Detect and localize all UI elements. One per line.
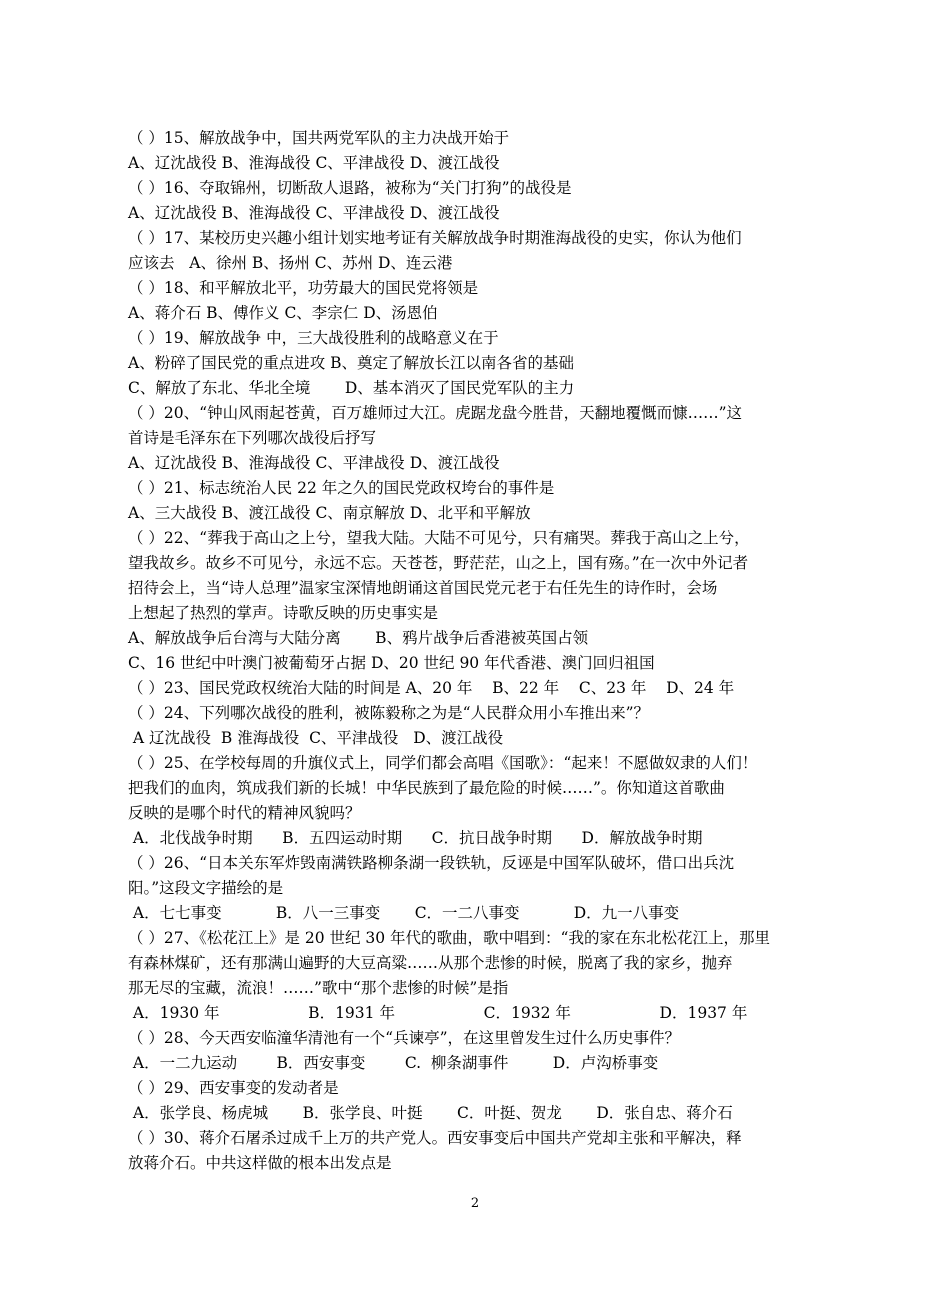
document-body bbox=[128, 126, 828, 1176]
text-line: （ ）22、“葬我于高山之上兮，望我大陆。大陆不可见兮，只有痛哭。葬我于高山之上兮， bbox=[128, 529, 750, 547]
text-line: 把我们的血肉，筑成我们新的长城！中华民族到了最危险的时候……”。你知道这首歌曲 bbox=[128, 779, 725, 797]
text-line: 放蒋介石。中共这样做的根本出发点是 bbox=[128, 1154, 392, 1172]
text-line: 应该去 A、徐州 B、扬州 C、苏州 D、连云港 bbox=[128, 254, 453, 272]
text-line: A、蒋介石 B、傅作义 C、李宗仁 D、汤恩伯 bbox=[128, 304, 438, 322]
text-line: A、粉碎了国民党的重点进攻 B、奠定了解放长江以南各省的基础 bbox=[128, 354, 575, 372]
page-number: 2 bbox=[470, 1196, 480, 1211]
text-line: A．张学良、杨虎城 B．张学良、叶挺 C．叶挺、贺龙 D．张自忠、蒋介石 bbox=[128, 1104, 733, 1122]
text-line: A、辽沈战役 B、淮海战役 C、平津战役 D、渡江战役 bbox=[128, 154, 500, 172]
text-line: A．一二九运动 B．西安事变 C. 柳条湖事件 D．卢沟桥事变 bbox=[128, 1054, 659, 1072]
text-line: 首诗是毛泽东在下列哪次战役后抒写 bbox=[128, 429, 377, 447]
text-line: （ ）19、解放战争 中，三大战役胜利的战略意义在于 bbox=[128, 329, 499, 347]
text-line: （ ）27、《松花江上》是 20 世纪 30 年代的歌曲，歌中唱到：“我的家在东北松花江上，那里 bbox=[128, 929, 770, 947]
text-line: （ ）24、下列哪次战役的胜利，被陈毅称之为是“人民群众用小车推出来”？ bbox=[128, 704, 650, 722]
text-line: （ ）28、今天西安临潼华清池有一个“兵谏亭”，在这里曾发生过什么历史事件？ bbox=[128, 1029, 681, 1047]
text-line: A、三大战役 B、渡江战役 C、南京解放 D、北平和平解放 bbox=[128, 504, 531, 522]
text-line: C、16 世纪中叶澳门被葡萄牙占据 D、20 世纪 90 年代香港、澳门回归祖国 bbox=[128, 654, 655, 672]
text-line: （ ）17、某校历史兴趣小组计划实地考证有关解放战争时期淮海战役的史实，你认为他们 bbox=[128, 229, 742, 247]
text-line: 上想起了热烈的掌声。诗歌反映的历史事实是 bbox=[128, 604, 439, 622]
text-line: （ ）20、“钟山风雨起苍黄，百万雄师过大江。虎踞龙盘今胜昔，天翻地覆慨而慷……”这 bbox=[128, 404, 743, 422]
text-line: 那无尽的宝藏，流浪！……”歌中“那个悲惨的时候”是指 bbox=[128, 979, 509, 997]
text-line: （ ）21、标志统治人民 22 年之久的国民党政权垮台的事件是 bbox=[128, 479, 555, 497]
text-line: A、解放战争后台湾与大陆分离 B、鸦片战争后香港被英国占领 bbox=[128, 629, 589, 647]
text-line: （ ）16、夺取锦州，切断敌人退路，被称为“关门打狗”的战役是 bbox=[128, 179, 572, 197]
text-line: 有森林煤矿，还有那满山遍野的大豆高粱……从那个悲惨的时候，脱离了我的家乡，抛弃 bbox=[128, 954, 733, 972]
text-line: A 辽沈战役 B 淮海战役 C、平津战役 D、渡江战役 bbox=[128, 729, 504, 747]
text-line: （ ）23、国民党政权统治大陆的时间是 A、20 年 B、22 年 C、23 年 D、24 年 bbox=[128, 679, 735, 697]
text-line: （ ）25、在学校每周的升旗仪式上，同学们都会高唱《国歌》：“起来！不愿做奴隶的人们！ bbox=[128, 754, 758, 772]
text-line: C、解放了东北、华北全境 D、基本消灭了国民党军队的主力 bbox=[128, 379, 575, 397]
text-line: 阳。”这段文字描绘的是 bbox=[128, 879, 284, 897]
text-line: （ ）18、和平解放北平，功劳最大的国民党将领是 bbox=[128, 279, 479, 297]
text-line: （ ）15、解放战争中，国共两党军队的主力决战开始于 bbox=[128, 129, 510, 147]
text-line: A．七七事变 B．八一三事变 C．一二八事变 D．九一八事变 bbox=[128, 904, 680, 922]
text-line: 招待会上，当“诗人总理”温家宝深情地朗诵这首国民党元老于右任先生的诗作时，会场 bbox=[128, 579, 718, 597]
text-line: A、辽沈战役 B、淮海战役 C、平津战役 D、渡江战役 bbox=[128, 204, 500, 222]
text-line: （ ）30、蒋介石屠杀过成千上万的共产党人。西安事变后中国共产党却主张和平解决，释 bbox=[128, 1129, 742, 1147]
text-line: 反映的是哪个时代的精神风貌吗？ bbox=[128, 804, 361, 822]
text-line: （ ）29、西安事变的发动者是 bbox=[128, 1079, 339, 1097]
text-line: A．北伐战争时期 B．五四运动时期 C．抗日战争时期 D．解放战争时期 bbox=[128, 829, 703, 847]
text-line: A、辽沈战役 B、淮海战役 C、平津战役 D、渡江战役 bbox=[128, 454, 500, 472]
text-line: 望我故乡。故乡不可见兮，永远不忘。天苍苍，野茫茫，山之上，国有殇。”在一次中外记者 bbox=[128, 554, 749, 572]
text-line: （ ）26、“日本关东军炸毁南满铁路柳条湖一段铁轨，反诬是中国军队破坏，借口出兵沈 bbox=[128, 854, 735, 872]
text-line: A．1930 年 B．1931 年 C．1932 年 D．1937 年 bbox=[128, 1004, 748, 1022]
